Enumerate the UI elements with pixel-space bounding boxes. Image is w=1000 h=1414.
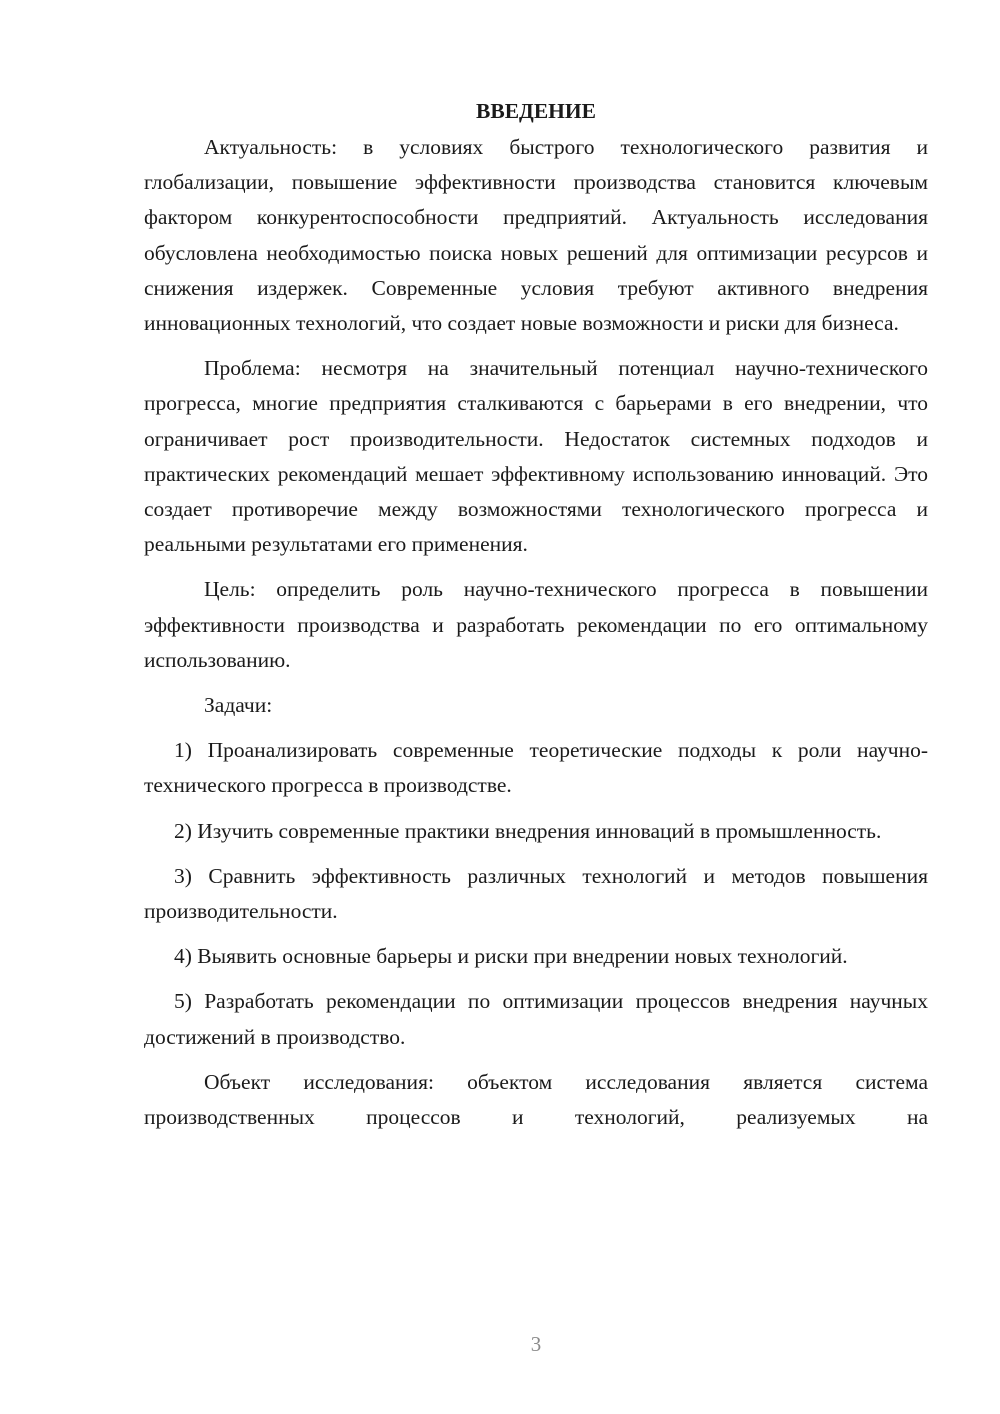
task-item: 4) Выявить основные барьеры и риски при внедрении новых технологий. [174,944,848,969]
task-item: 3) Сравнить эффективность различных технологий и методов повышения производительности. [144,863,928,924]
paragraph-object: Объект исследования: объектом исследования является система производственных процессов и технологий, реализуемых на [144,1069,928,1130]
task-item: 5) Разработать рекомендации по оптимизации процессов внедрения научных достижений в производство. [144,989,928,1049]
tasks-heading: Задачи: [204,693,273,718]
task-item: 2) Изучить современные практики внедрения инноваций в промышленность. [174,818,882,843]
section-title: ВВЕДЕНИЕ [476,99,596,123]
page-content [144,93,928,1145]
paragraph-problem: Проблема: несмотря на значительный потенциал научно-технического прогресса, многие предприятия сталкиваются с барьерами в его внедрении, что ограничивает рост производительности. Недостаток системных подходов и практических рекомендаций мешает эффективному использованию инноваций. Это создает противоречие между возможностями технологического прогресса и реальными результатами его применения. [144,356,928,557]
page-number: 3 [530,1332,542,1356]
task-item: 1) Проанализировать современные теоретические подходы к роли научно-технического прогресса в производстве. [144,738,928,798]
paragraph-goal: Цель: определить роль научно-технического прогресса в повышении эффективности производства и разработать рекомендации по его оптимальному использованию. [144,577,928,672]
paragraph-relevance: Актуальность: в условиях быстрого технологического развития и глобализации, повышение эффективности производства становится ключевым фактором конкурентоспособности предприятий. Актуальность исследования обусловлена необходимостью поиска новых решений для оптимизации ресурсов и снижения издержек. Современные условия требуют активного внедрения инновационных технологий, что создает новые возможности и риски для бизнеса. [144,135,928,336]
